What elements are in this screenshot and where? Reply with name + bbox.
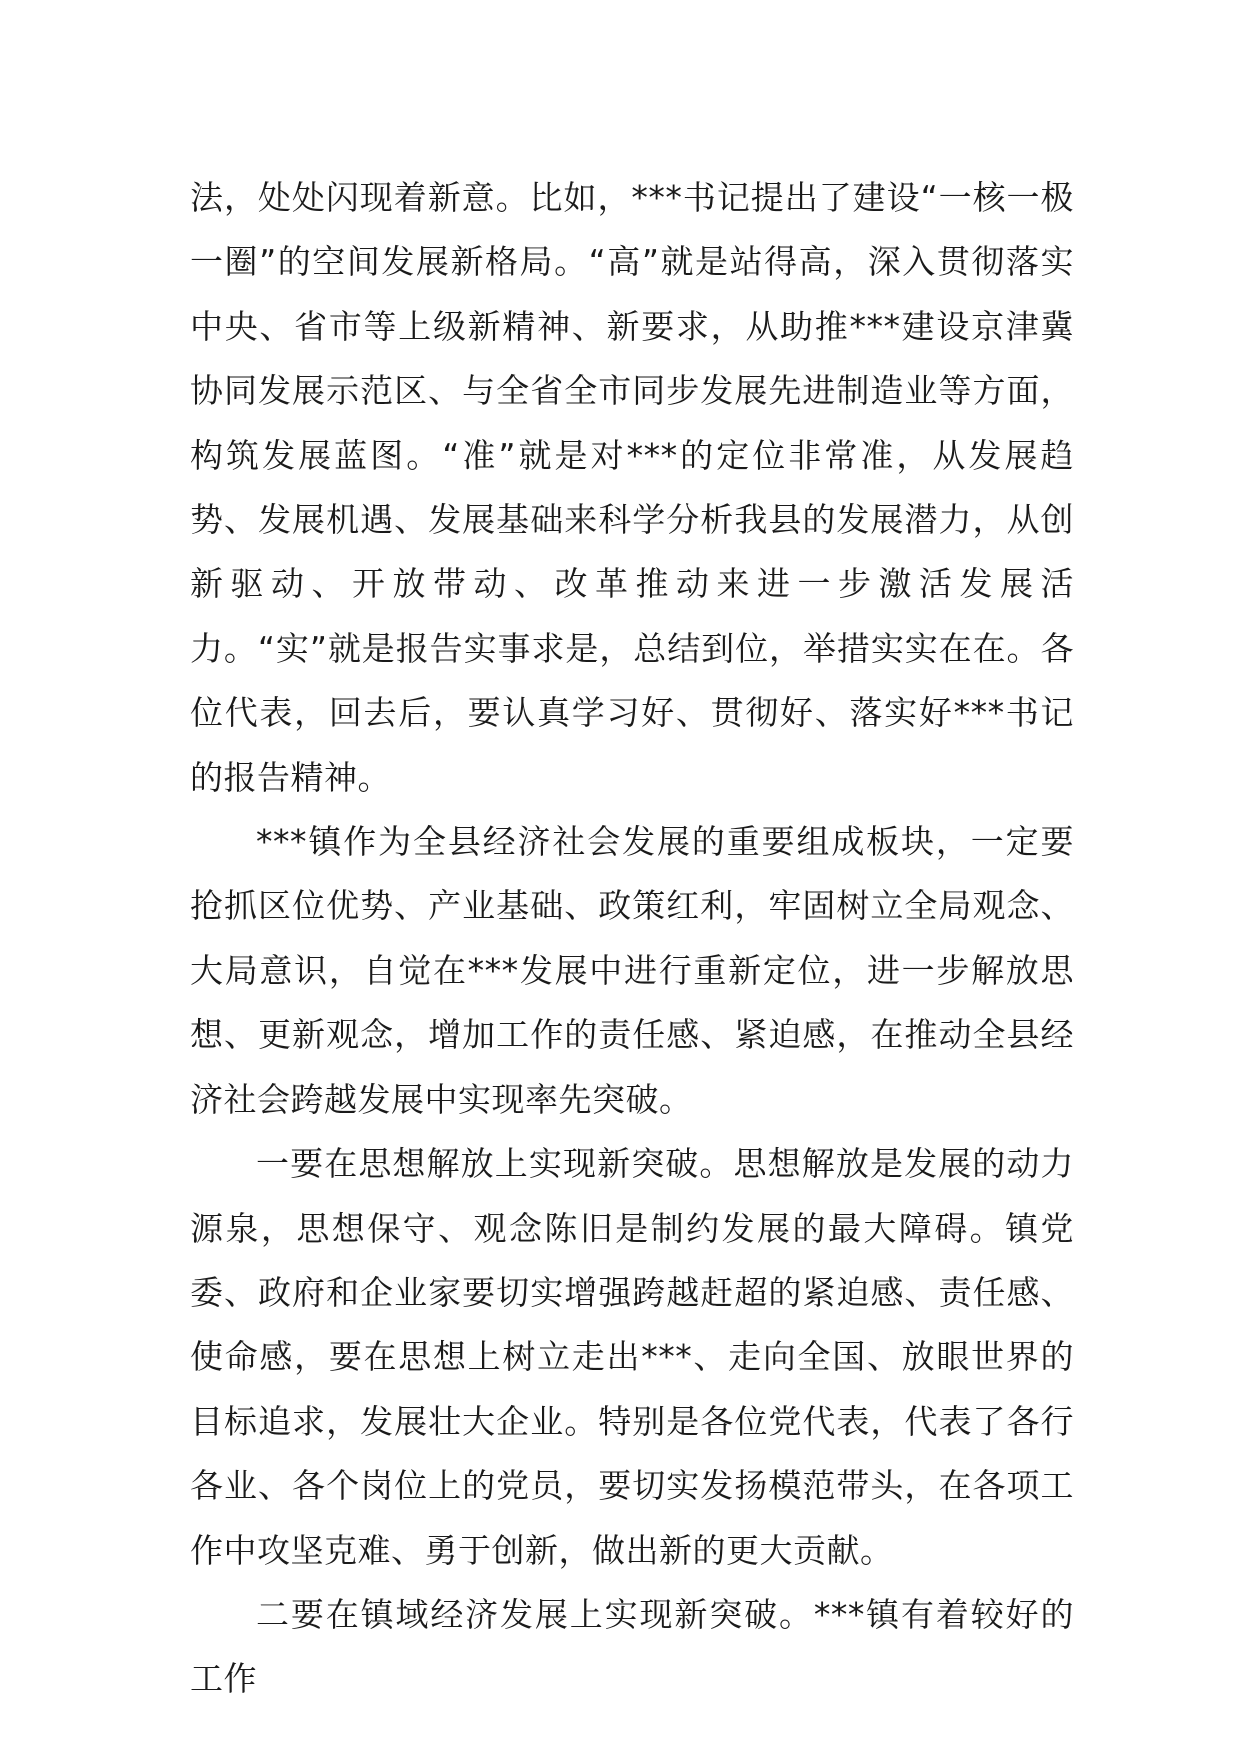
paragraph-thought-liberation: 一要在思想解放上实现新突破。思想解放是发展的动力源泉，思想保守、观念陈旧是制约发展的最大障碍。镇党委、政府和企业家要切实增强跨越赶超的紧迫感、责任感、使命感，要在思想上树立走出***、走向全国、放眼世界的目标追求，发展壮大企业。特别是各位党代表，代表了各行各业、各个岗位上的党员，要切实发扬模范带头，在各项工作中攻坚克难、勇于创新，做出新的更大贡献。 xyxy=(190,1144,1074,1570)
paragraph-continuation: 法，处处闪现着新意。比如，***书记提出了建设“一核一极一圈”的空间发展新格局。“高”就是站得高，深入贯彻落实中央、省市等上级新精神、新要求，从助推***建设京津冀协同发展示范区、与全省全市同步发展先进制造业等方面，构筑发展蓝图。“准”就是对***的定位非常准，从发展趋势、发展机遇、发展基础来科学分析我县的发展潜力，从创新驱动、开放带动、改革推动来进一步激活发展活力。“实”就是报告实事求是，总结到位，举措实实在在。各位代表，回去后，要认真学习好、贯彻好、落实好***书记的报告精神。 xyxy=(190,178,1074,797)
paragraph-town-economy: 二要在镇域经济发展上实现新突破。***镇有着较好的工作 xyxy=(190,1594,1074,1699)
paragraph-town-positioning: ***镇作为全县经济社会发展的重要组成板块，一定要抢抓区位优势、产业基础、政策红利，牢固树立全局观念、大局意识，自觉在***发展中进行重新定位，进一步解放思想、更新观念，增加工作的责任感、紧迫感，在推动全县经济社会跨越发展中实现率先突破。 xyxy=(190,822,1074,1119)
body-text xyxy=(190,166,1074,1712)
